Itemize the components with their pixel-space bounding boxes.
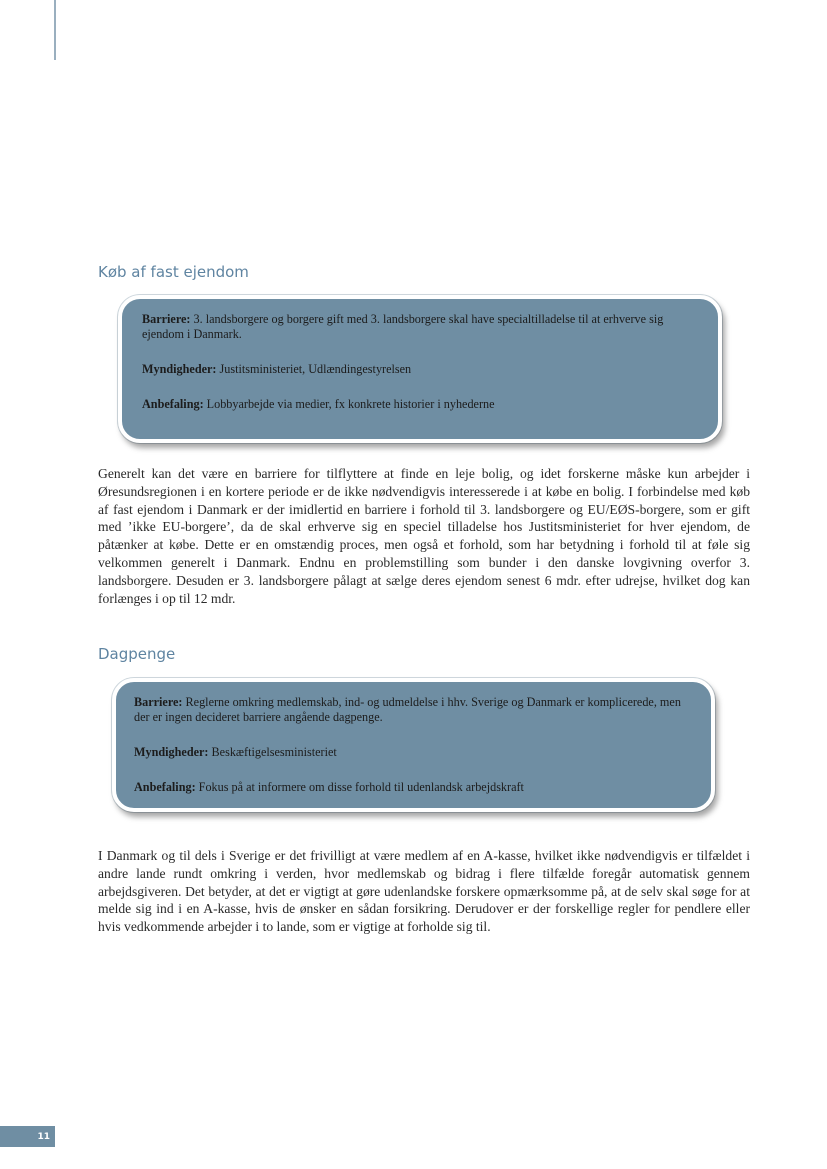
body-paragraph-dagpenge: I Danmark og til dels i Sverige er det frivilligt at være medlem af en A-kasse, hvilket ikke nødvendigvis er tilfældet i andre lande rundt omkring i verden, hvor medlemskab og bidrag i flere tilfælde foregår automatisk gennem arbejdsgiveren. Det betyder, at det er vigtigt at gøre udenlandske forskere opmærksomme på, at de selv skal søge for at melde sig ind i en A-kasse, hvis de ønsker en sådan forsikring. Derudover er der forskellige regler for pendlere eller hvis vedkommende arbejder i to lande, som er vigtige at forholde sig til. [98,848,750,935]
callout-myndigheder [134,745,693,760]
callout-anbefaling [142,397,698,412]
callout-myndigheder [142,362,698,377]
callout-box-dagpenge [112,678,715,812]
myndigheder-text: Beskæftigelsesministeriet [211,745,337,759]
anbefaling-label: Anbefaling: [134,780,196,794]
page-number-tab [0,1126,55,1147]
callout-box-koeb-af-fast-ejendom [118,295,722,443]
body-paragraph-koeb-af-fast-ejendom: Generelt kan det være en barriere for tilflyttere at finde en leje bolig, og idet forskerne måske kun arbejder i Øresundsregionen i en kortere periode er de ikke nødvendigvis interesserede i at købe en bolig. I forbindelse med køb af fast ejendom i Danmark er der imidlertid en barriere i forhold til 3. landsborgere og EU/EØS-borgere, som er gift med ’ikke EU-borgere’, da de skal erhverve sig en speciel tilladelse hos Justitsministeriet for hver ejendom, de påtænker at købe. Dette er en omstændig proces, men også et forhold, som har betydning i forhold til at føle sig velkommen generelt i Danmark. Endnu en problemstilling som bunder i den danske lovgivning overfor 3. landsborgere. Desuden er 3. landsborgere pålagt at sælge deres ejendom senest 6 mdr. efter udrejse, hvilket dog kan forlænges i op til 12 mdr. [98,466,750,606]
section-heading-koeb-af-fast-ejendom: Køb af fast ejendom [98,263,249,281]
top-margin-rule [54,0,56,60]
barriere-label: Barriere: [134,695,183,709]
myndigheder-text: Justitsministeriet, Udlændingestyrelsen [219,362,412,376]
page-number: 11 [37,1131,50,1142]
anbefaling-label: Anbefaling: [142,397,204,411]
barriere-label: Barriere: [142,312,191,326]
anbefaling-text: Fokus på at informere om disse forhold til udenlandsk arbejdskraft [198,780,524,794]
callout-barriere [134,695,693,725]
callout-barriere [142,312,698,342]
myndigheder-label: Myndigheder: [134,745,209,759]
barriere-text: 3. landsborgere og borgere gift med 3. landsborgere skal have specialtilladelse til at erhverve sig ejendom i Danmark. [142,312,664,341]
anbefaling-text: Lobbyarbejde via medier, fx konkrete historier i nyhederne [206,397,495,411]
myndigheder-label: Myndigheder: [142,362,217,376]
barriere-text: Reglerne omkring medlemskab, ind- og udmeldelse i hhv. Sverige og Danmark er komplicerede, men der er ingen decideret barriere angående dagpenge. [134,695,681,724]
section-heading-dagpenge: Dagpenge [98,645,176,663]
callout-anbefaling [134,780,693,795]
